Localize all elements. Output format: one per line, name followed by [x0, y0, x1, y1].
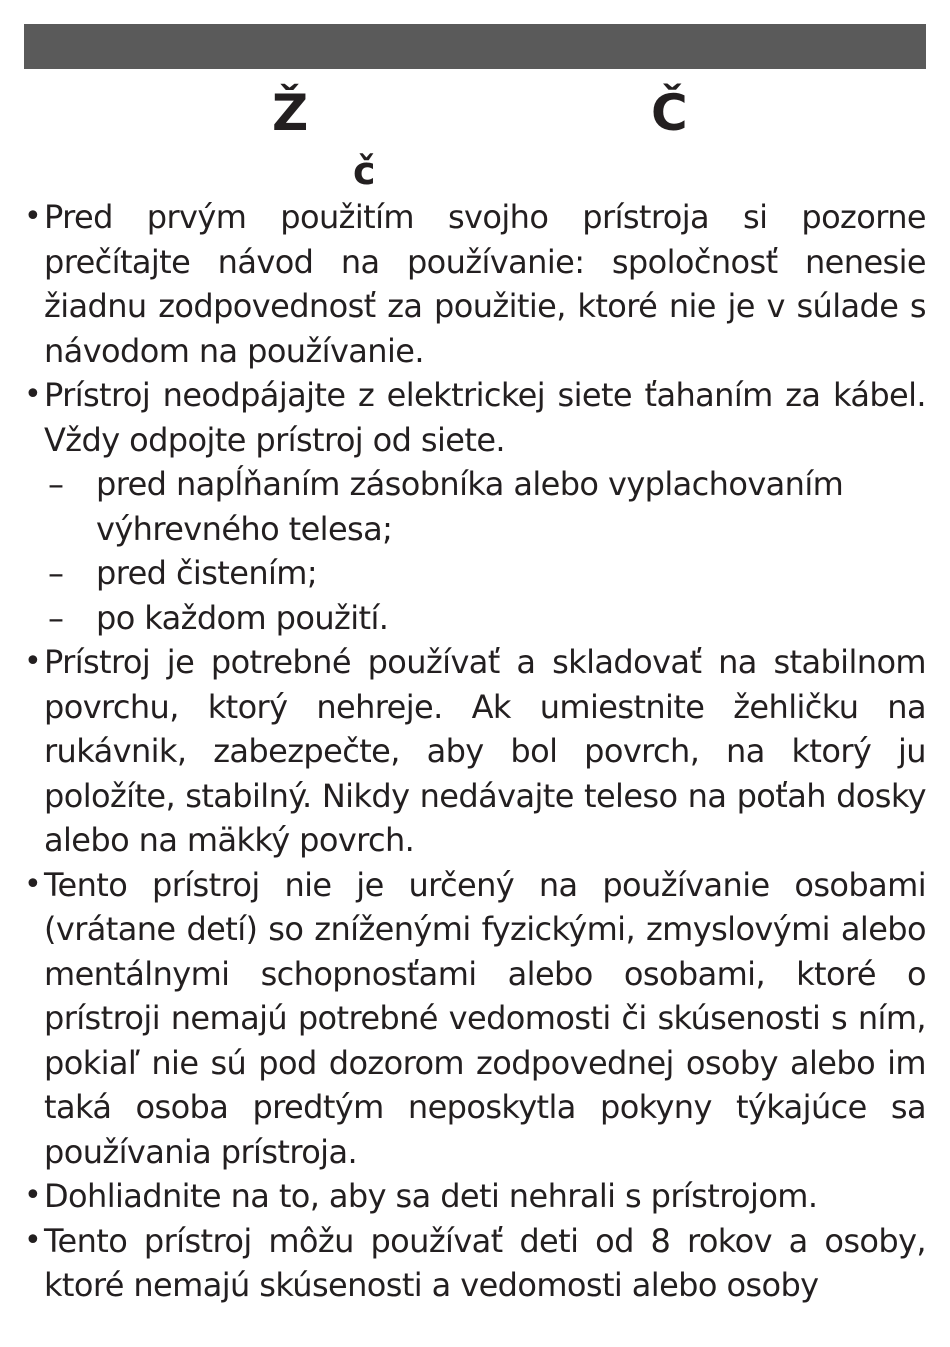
dash: –: [48, 598, 64, 637]
sub-list-item-text: pred čistením;: [96, 554, 318, 592]
list-item: [24, 1174, 926, 1219]
instructions-list: [24, 195, 926, 1308]
list-item-text: Prístroj neodpájajte z elektrickej siete ťahaním za kábel. Vždy odpojte prístroj od siete.: [44, 376, 926, 459]
bullet: •: [24, 866, 42, 902]
bullet: •: [24, 1222, 42, 1258]
list-item-text: Tento prístroj nie je určený na používanie osobami (vrátane detí) so zníženými fyzickými, zmyslovými alebo mentálnymi schopnosťami alebo osobami, ktoré o prístroji nemajú potrebné vedomosti či skúsenosti s ním, pokiaľ nie sú pod dozorom zodpovednej osoby alebo im taká osoba predtým neposkytla pokyny týkajúce sa používania prístroja.: [44, 865, 926, 1171]
bullet: •: [24, 644, 42, 679]
heading-char-right: Č: [651, 84, 688, 142]
list-item-text: Tento prístroj môžu používať deti od 8 rokov a osoby, ktoré nemajú skúsenosti a vedomosti alebo osoby: [44, 1221, 926, 1304]
dash: –: [48, 554, 64, 592]
list-item: [24, 1219, 926, 1308]
list-item: [24, 195, 926, 373]
list-item-text: Pred prvým použitím svojho prístroja si pozorne prečítajte návod na používanie: spoločnosť nenesie žiadnu zodpovednosť za použitie, ktoré nie je v súlade s návodom na používanie.: [44, 198, 926, 370]
sub-list-item-text: po každom použití.: [96, 598, 389, 637]
sub-list-item-text: pred napĺňaním zásobníka alebo vyplachovaním výhrevného telesa;: [96, 465, 844, 548]
list-item: [24, 640, 926, 863]
list-item: [24, 373, 926, 462]
sub-list-item: [44, 596, 926, 641]
bullet: •: [24, 199, 42, 234]
list-item-text: Prístroj je potrebné používať a skladovať na stabilnom povrchu, ktorý nehreje. Ak umiestnite žehličku na rukávnik, zabezpečte, aby bol povrch, na ktorý ju položíte, stabilný. Nikdy nedávajte teleso na poťah dosky alebo na mäkký povrch.: [44, 643, 926, 859]
heading-char-left: Ž: [272, 84, 309, 142]
list-item: [24, 863, 926, 1175]
sub-list-item: [44, 462, 926, 551]
heading-char-sub: č: [353, 149, 376, 193]
list-item-text: Dohliadnite na to, aby sa deti nehrali s prístrojom.: [44, 1177, 818, 1215]
bullet: •: [24, 377, 42, 412]
header-bar: [24, 24, 926, 69]
bullet: •: [24, 1178, 42, 1213]
dash: –: [48, 465, 64, 503]
sub-list-item: [44, 551, 926, 596]
